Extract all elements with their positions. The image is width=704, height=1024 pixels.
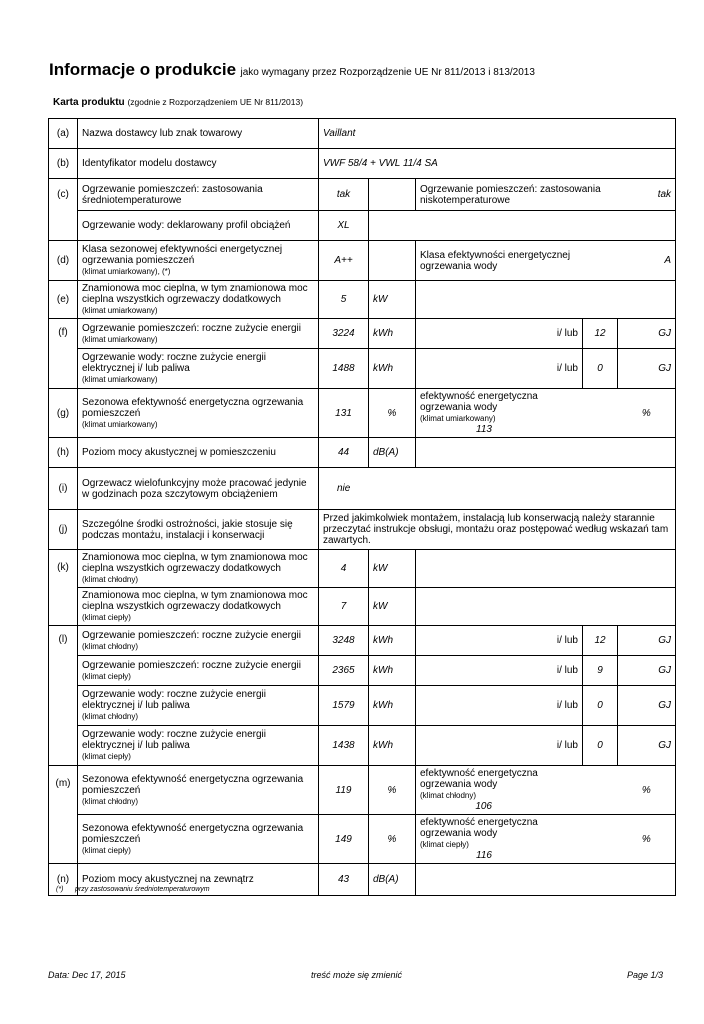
subtitle-bold: Karta produktu	[53, 97, 125, 108]
row-label-cell	[78, 656, 319, 686]
row-label-2: efektywność energetyczna ogrzewania wody	[420, 391, 538, 413]
row-label: Znamionowa moc cieplna, w tym znamionowa moc cieplna wszystkich ogrzewaczy dodatkowych	[82, 552, 308, 575]
row-label-cell	[78, 726, 319, 766]
row-letter: (j)	[49, 510, 78, 550]
row-label: Znamionowa moc cieplna, w tym znamionowa moc cieplna wszystkich ogrzewaczy dodatkowych	[82, 590, 308, 613]
footer-note: treść może się zmienić	[311, 970, 403, 980]
row-label-2-cell	[416, 389, 618, 438]
row-unit: %	[369, 815, 416, 864]
row-letter: (l)	[49, 626, 78, 766]
row-value-2: tak	[618, 179, 676, 211]
row-sublabel: (klimat chłodny)	[82, 575, 139, 585]
row-unit-2: %	[618, 766, 676, 815]
row-label: Nazwa dostawcy lub znak towarowy	[78, 119, 319, 149]
row-label-cell	[78, 349, 319, 389]
subtitle-rest: (zgodnie z Rozporządzeniem UE Nr 811/2013)	[127, 97, 304, 107]
row-unit: kWh	[369, 686, 416, 726]
row-letter: (b)	[49, 149, 78, 179]
row-value-2: 12	[583, 319, 618, 349]
row-sublabel-2: (klimat chłodny)	[420, 791, 477, 801]
row-value: 7	[319, 588, 369, 626]
row-label: Ogrzewanie wody: deklarowany profil obciążeń	[78, 211, 319, 241]
row-label-cell	[78, 626, 319, 656]
row-sublabel: (klimat chłodny)	[82, 641, 139, 651]
row-value: 4	[319, 550, 369, 588]
row-unit-2: %	[618, 815, 676, 864]
row-value: 131	[319, 389, 369, 438]
product-fiche-table	[48, 118, 676, 896]
row-value: 149	[319, 815, 369, 864]
row-label-2: efektywność energetyczna ogrzewania wody	[420, 768, 538, 791]
table-row	[49, 149, 676, 179]
row-letter: (g)	[49, 389, 78, 438]
table-row	[49, 179, 676, 211]
row-letter: (i)	[49, 468, 78, 510]
table-row	[49, 211, 676, 241]
row-sublabel-2: (klimat ciepły)	[420, 840, 469, 850]
table-row	[49, 588, 676, 626]
row-and-or: i/ lub	[416, 349, 583, 389]
row-label-cell	[78, 319, 319, 349]
row-value: VWF 58/4 + VWL 11/4 SA	[319, 149, 676, 179]
table-row	[49, 281, 676, 319]
row-letter: (n)	[49, 864, 78, 896]
row-letter: (k)	[49, 550, 78, 626]
row-sublabel: (klimat chłodny)	[82, 796, 139, 806]
row-label: Klasa sezonowej efektywności energetycznej ogrzewania pomieszczeń	[82, 244, 283, 266]
row-and-or: i/ lub	[416, 656, 583, 686]
row-and-or: i/ lub	[416, 319, 583, 349]
footnote-text: przy zastosowaniu średniotemperaturowym	[75, 886, 210, 893]
row-sublabel: (klimat umiarkowany)	[82, 419, 158, 429]
row-unit: kW	[369, 550, 416, 588]
table-row	[49, 389, 676, 438]
row-label-2: efektywność energetyczna ogrzewania wody	[420, 817, 538, 840]
table-row	[49, 349, 676, 389]
table-row	[49, 815, 676, 864]
table-row	[49, 686, 676, 726]
row-sublabel: (klimat umiarkowany), (*)	[82, 267, 171, 276]
row-label-cell	[78, 550, 319, 588]
row-value: 5	[319, 281, 369, 319]
table-row	[49, 438, 676, 468]
table-row	[49, 550, 676, 588]
row-unit: kW	[369, 281, 416, 319]
row-unit-2: GJ	[618, 656, 676, 686]
row-letter: (h)	[49, 438, 78, 468]
row-unit: dB(A)	[369, 438, 416, 468]
row-label-cell	[78, 766, 319, 815]
row-letter: (d)	[49, 241, 78, 281]
row-label-cell	[78, 389, 319, 438]
row-unit-2: %	[618, 389, 676, 438]
row-label-2-cell	[416, 815, 618, 864]
row-label: Szczególne środki ostrożności, jakie stosuje się podczas montażu, instalacji i konserwacji	[78, 510, 319, 550]
row-label: Ogrzewanie wody: roczne zużycie energii elektrycznej i/ lub paliwa	[82, 689, 266, 712]
row-value-2: A	[618, 241, 676, 281]
row-unit: kW	[369, 588, 416, 626]
row-label-2-cell	[416, 766, 618, 815]
row-label: Identyfikator modelu dostawcy	[78, 149, 319, 179]
row-value-2: 9	[583, 656, 618, 686]
row-label-cell	[78, 686, 319, 726]
row-value-2: 12	[583, 626, 618, 656]
row-sublabel: (klimat chłodny)	[82, 712, 139, 722]
row-sublabel: (klimat ciepły)	[82, 845, 131, 855]
row-label-2: Klasa efektywności energetycznej ogrzewania wody	[416, 241, 618, 281]
row-unit-2: GJ	[618, 349, 676, 389]
row-unit: dB(A)	[369, 864, 416, 896]
row-and-or: i/ lub	[416, 626, 583, 656]
row-label-cell	[78, 588, 319, 626]
row-value-2: 0	[583, 726, 618, 766]
row-value: 1438	[319, 726, 369, 766]
row-sublabel: (klimat ciepły)	[82, 613, 131, 623]
table-row	[49, 626, 676, 656]
row-label: Ogrzewanie pomieszczeń: zastosowania średniotemperaturowe	[78, 179, 319, 211]
row-label: Ogrzewanie pomieszczeń: roczne zużycie energii	[82, 629, 301, 641]
row-label: Poziom mocy akustycznej na zewnątrz	[78, 864, 319, 896]
row-value: 119	[319, 766, 369, 815]
row-label-cell	[78, 815, 319, 864]
row-value: 44	[319, 438, 369, 468]
row-value-2: 0	[583, 349, 618, 389]
row-value: Przed jakimkolwiek montażem, instalacją lub konserwacją należy starannie przeczytać instrukcje obsługi, montażu oraz postępować według wskazań tam zawartych.	[319, 510, 676, 550]
row-and-or: i/ lub	[416, 686, 583, 726]
empty-cell	[369, 241, 416, 281]
row-sublabel: (klimat ciepły)	[82, 752, 131, 762]
row-value: A++	[319, 241, 369, 281]
page-title	[49, 60, 535, 80]
row-label-cell	[78, 281, 319, 319]
row-value-2: 0	[583, 686, 618, 726]
row-label: Ogrzewacz wielofunkcyjny może pracować jedynie w godzinach poza szczytowym obciążeniem	[78, 468, 319, 510]
row-value: Vaillant	[319, 119, 676, 149]
empty-cell	[369, 179, 416, 211]
footer-page: Page 1/3	[627, 970, 664, 980]
row-letter: (c)	[49, 179, 78, 241]
table-row	[49, 656, 676, 686]
row-sublabel-2: (klimat umiarkowany)	[420, 414, 496, 423]
row-unit: kWh	[369, 626, 416, 656]
row-sublabel: (klimat umiarkowany)	[82, 334, 158, 344]
empty-cell	[416, 588, 676, 626]
row-letter: (m)	[49, 766, 78, 864]
footnote-mark: (*)	[56, 886, 64, 893]
row-unit: kWh	[369, 656, 416, 686]
page-subtitle	[53, 97, 303, 108]
table-row	[49, 241, 676, 281]
row-value-2: 116	[476, 850, 492, 862]
row-unit-2: GJ	[618, 626, 676, 656]
row-label: Sezonowa efektywność energetyczna ogrzewania pomieszczeń	[82, 822, 304, 845]
row-value: 2365	[319, 656, 369, 686]
row-value-2: 106	[475, 801, 492, 813]
row-and-or: i/ lub	[416, 726, 583, 766]
empty-cell	[416, 550, 676, 588]
row-label-2: Ogrzewanie pomieszczeń: zastosowania niskotemperaturowe	[416, 179, 618, 211]
row-label: Ogrzewanie pomieszczeń: roczne zużycie energii	[82, 322, 301, 334]
row-value: 3224	[319, 319, 369, 349]
row-sublabel: (klimat umiarkowany)	[82, 306, 158, 315]
row-unit: %	[369, 389, 416, 438]
row-label: Poziom mocy akustycznej w pomieszczeniu	[78, 438, 319, 468]
empty-cell	[369, 211, 676, 241]
row-unit: kWh	[369, 726, 416, 766]
row-sublabel: (klimat umiarkowany)	[82, 375, 158, 384]
row-letter: (e)	[49, 281, 78, 319]
row-label: Ogrzewanie wody: roczne zużycie energii elektrycznej i/ lub paliwa	[82, 729, 266, 752]
row-label: Ogrzewanie wody: roczne zużycie energii elektrycznej i/ lub paliwa	[82, 352, 266, 374]
row-value: XL	[319, 211, 369, 241]
table-row	[49, 319, 676, 349]
row-value: 1579	[319, 686, 369, 726]
row-unit-2: GJ	[618, 726, 676, 766]
row-label-cell	[78, 241, 319, 281]
table-row	[49, 468, 676, 510]
row-value-2: 113	[476, 424, 492, 435]
row-unit: kWh	[369, 319, 416, 349]
empty-cell	[416, 438, 676, 468]
row-label: Sezonowa efektywność energetyczna ogrzewania pomieszczeń	[82, 773, 304, 796]
row-unit-2: GJ	[618, 686, 676, 726]
row-sublabel: (klimat ciepły)	[82, 671, 131, 681]
row-value: 3248	[319, 626, 369, 656]
row-value: nie	[319, 468, 676, 510]
table-row	[49, 766, 676, 815]
row-value: 43	[319, 864, 369, 896]
row-letter: (f)	[49, 319, 78, 389]
row-letter: (a)	[49, 119, 78, 149]
row-unit: kWh	[369, 349, 416, 389]
empty-cell	[416, 281, 676, 319]
table-row	[49, 510, 676, 550]
table-row	[49, 726, 676, 766]
row-label: Ogrzewanie pomieszczeń: roczne zużycie energii	[82, 659, 301, 671]
title-rest: jako wymagany przez Rozporządzenie UE Nr 811/2013 i 813/2013	[240, 67, 535, 78]
title-bold: Informacje o produkcie	[49, 60, 237, 79]
row-unit-2: GJ	[618, 319, 676, 349]
row-value: tak	[319, 179, 369, 211]
row-label: Znamionowa moc cieplna, w tym znamionowa moc cieplna wszystkich ogrzewaczy dodatkowych	[82, 283, 308, 305]
row-value: 1488	[319, 349, 369, 389]
row-unit: %	[369, 766, 416, 815]
table-row	[49, 119, 676, 149]
row-label: Sezonowa efektywność energetyczna ogrzewania pomieszczeń	[82, 396, 304, 419]
footer-date: Data: Dec 17, 2015	[48, 970, 126, 980]
empty-cell	[416, 864, 676, 896]
